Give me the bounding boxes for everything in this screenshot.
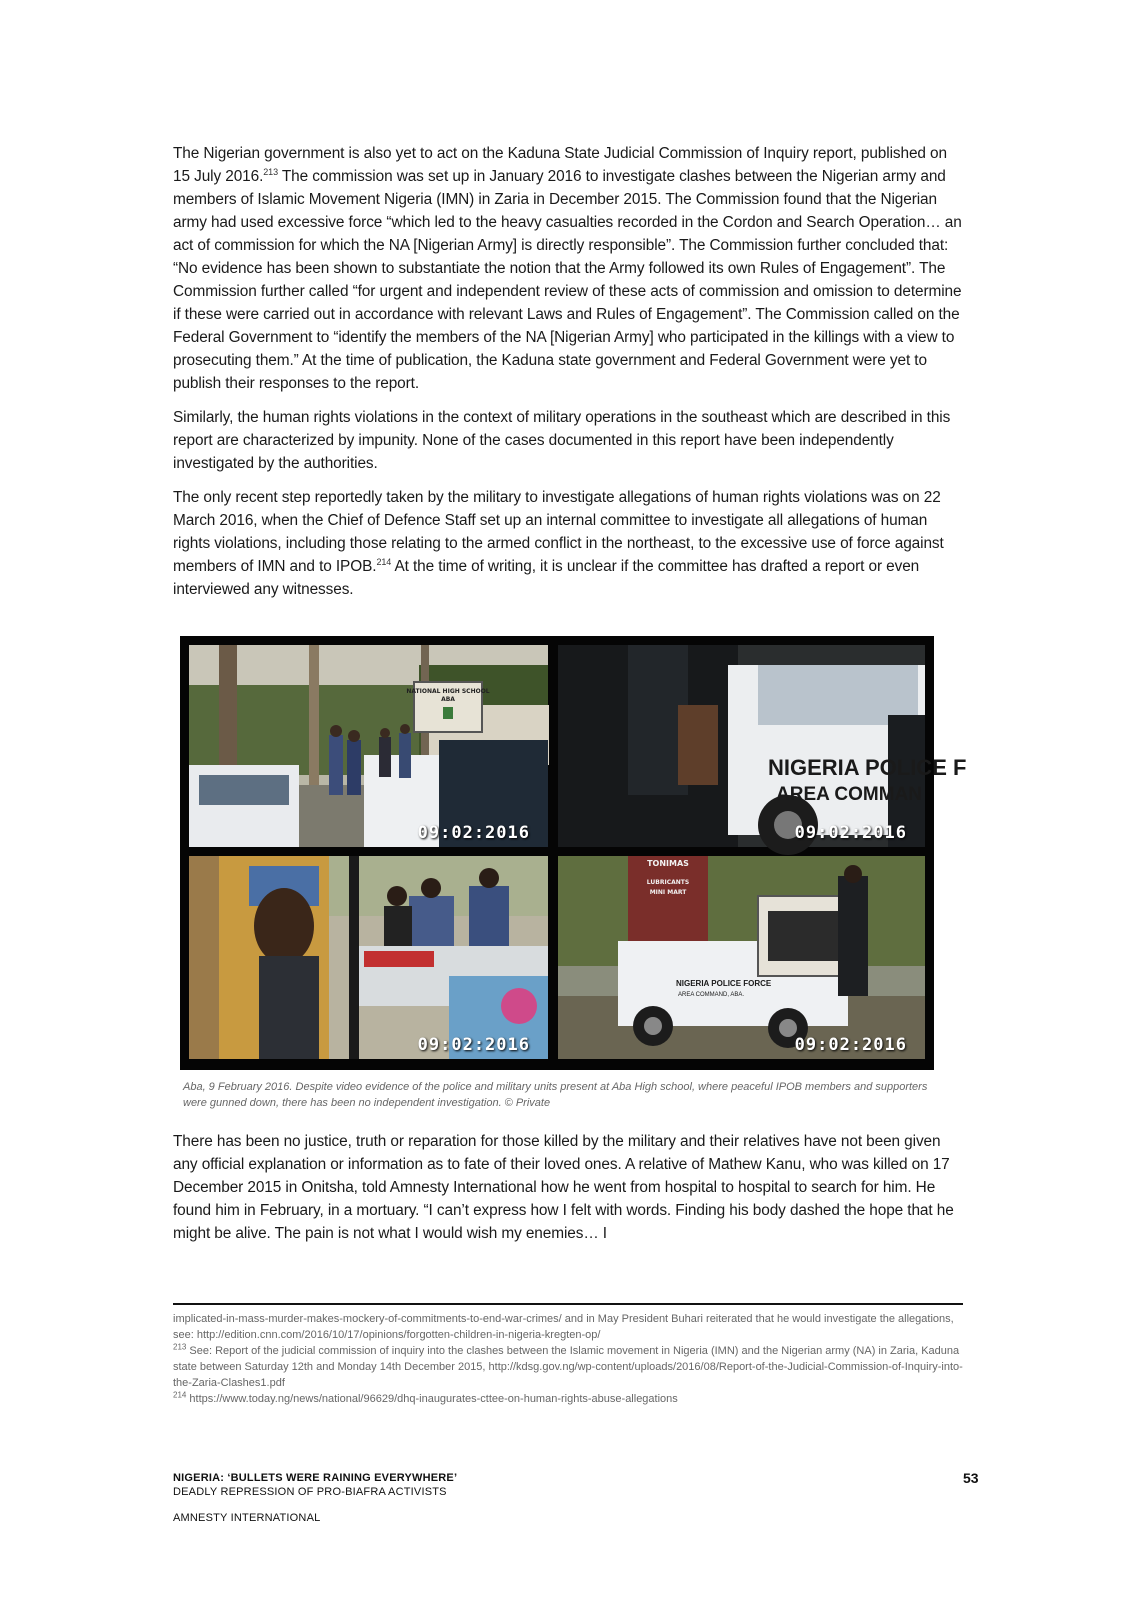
photo-police-truck [558,856,925,1059]
footer-organization: AMNESTY INTERNATIONAL [173,1512,321,1524]
timestamp-overlay-2: 09:02:2016 [794,823,907,843]
photo-caption: Aba, 9 February 2016. Despite video evidence of the police and military units present at Aba High school, where peaceful IPOB members and supporters were gunned down, there has been no independent investigation. © Private [183,1081,928,1109]
timestamp-overlay-1: 09:02:2016 [417,823,530,843]
paragraph-internal-committee: The only recent step reportedly taken by the military to investigate allegations of human rights violations was on 22 March 2016, when the Chief of Defence Staff set up an internal committee to investigate all allegations of human rights violations, including those relating to the armed conflict in the northeast, to the excessive use of force against members of IMN and to IPOB.$^{214}$ At the time of writing, it is unclear if the committee has drafted a report or even interviewed any witnesses. [173,489,944,598]
footnotes [173,1311,963,1407]
shop-sign-line-3: MINI MART [649,889,687,896]
footnote-214: $^{214}$ https://www.today.ng/news/national/96629/dhq-inaugurates-cttee-on-human-rights-abuse-allegations [173,1390,678,1405]
paragraph-no-justice: There has been no justice, truth or reparation for those killed by the military and their relatives have not been given any official explanation or information as to fate of their loved ones. A relative of Mathew Kanu, who was killed on 17 December 2015 in Onitsha, told Amnesty International how he went from hospital to hospital to search for him. He found him in February, in a mortuary. “I can’t express how I felt with words. Finding his body dashed the hope that he might be alive. The pain is not what I would wish my enemies… I [173,1133,954,1242]
photo-crowd [189,856,548,1059]
footnote-divider [173,1303,963,1305]
footnote-ref-213[interactable]: 213 [263,166,278,177]
timestamp-overlay-4: 09:02:2016 [794,1035,907,1055]
truck-text-line-2: AREA COMMAND, ABA. [678,992,745,998]
footnote-continued: implicated-in-mass-murder-makes-mockery-of-commitments-to-end-war-crimes/ and in May President Buhari reiterated that he would investigate the allegations, see: http://edition.cnn.com/2016/10/17/opinions/forgotten-children-in-nigeria-kregten-op/ [173,1313,954,1341]
footnote-ref-214[interactable]: 214 [376,556,392,567]
paragraph-kaduna-commission: The Nigerian government is also yet to act on the Kaduna State Judicial Commission of Inquiry report, published on 15 July 2016.$^{213}$ The commission was set up in January 2016 to investigate clashes between the Nigerian army and members of Islamic Movement Nigeria (IMN) in Zaria in December 2015. The Commission found that the Nigerian army had used excessive force “which led to the heavy casualties recorded in the Cordon and Search Operation… an act of commission for which the NA [Nigerian Army] is directly responsible”. The Commission further concluded that: “No evidence has been shown to substantiate the notion that the Army followed its own Rules of Engagement”. The Commission further called “for urgent and independent review of these acts of commission and omission to determine if these were carried out in accordance with relevant Laws and Rules of Engagement”. The Commission called on the Federal Government to “identify the members of the NA [Nigerian Army] who participated in the killings with a view to prosecuting them.” At the time of publication, the Kaduna state government and Federal Government were yet to publish their responses to the report. [173,145,962,392]
body-text-lower [173,1130,963,1256]
timestamp-overlay-3: 09:02:2016 [417,1035,530,1055]
school-sign-line-1: NATIONAL HIGH SCHOOL [406,688,490,695]
vehicle-text-line-1: NIGERIA POLICE F [768,755,967,780]
page-number: 53 [963,1470,979,1486]
photo-police-vehicle [558,645,967,847]
shop-sign-line-2: LUBRICANTS [646,879,690,886]
paragraph-impunity: Similarly, the human rights violations in the context of military operations in the southeast which are described in this report are characterized by impunity. None of the cases documented in this report have been independently investigated by the authorities. [173,409,951,472]
shop-sign-line-1: TONIMAS [647,859,689,868]
body-text-upper [173,142,963,612]
photo-school-gate [189,645,548,847]
page-footer [173,1472,457,1524]
photo-collage [180,636,967,1070]
vehicle-text-line-2: AREA COMMAN [776,784,923,805]
footer-report-subtitle: DEADLY REPRESSION OF PRO-BIAFRA ACTIVISTS [173,1486,447,1498]
school-sign-line-2: ABA [441,696,455,703]
footnote-213: $^{213}$ See: Report of the judicial commission of inquiry into the clashes between the Islamic movement in Nigeria (IMN) and the Nigerian army (NA) in Zaria, Kaduna state between Saturday 12th and Monday 14th December 2015, http://kdsg.gov.ng/wp-content/uploads/2016/08/Report-of-the-Judicial-Commission-of-Inquiry-into-the-Zaria-Clashes1.pdf [173,1342,963,1389]
footer-report-title: NIGERIA: ‘BULLETS WERE RAINING EVERYWHERE’ [173,1472,458,1484]
truck-text-line-1: NIGERIA POLICE FORCE [676,979,772,988]
